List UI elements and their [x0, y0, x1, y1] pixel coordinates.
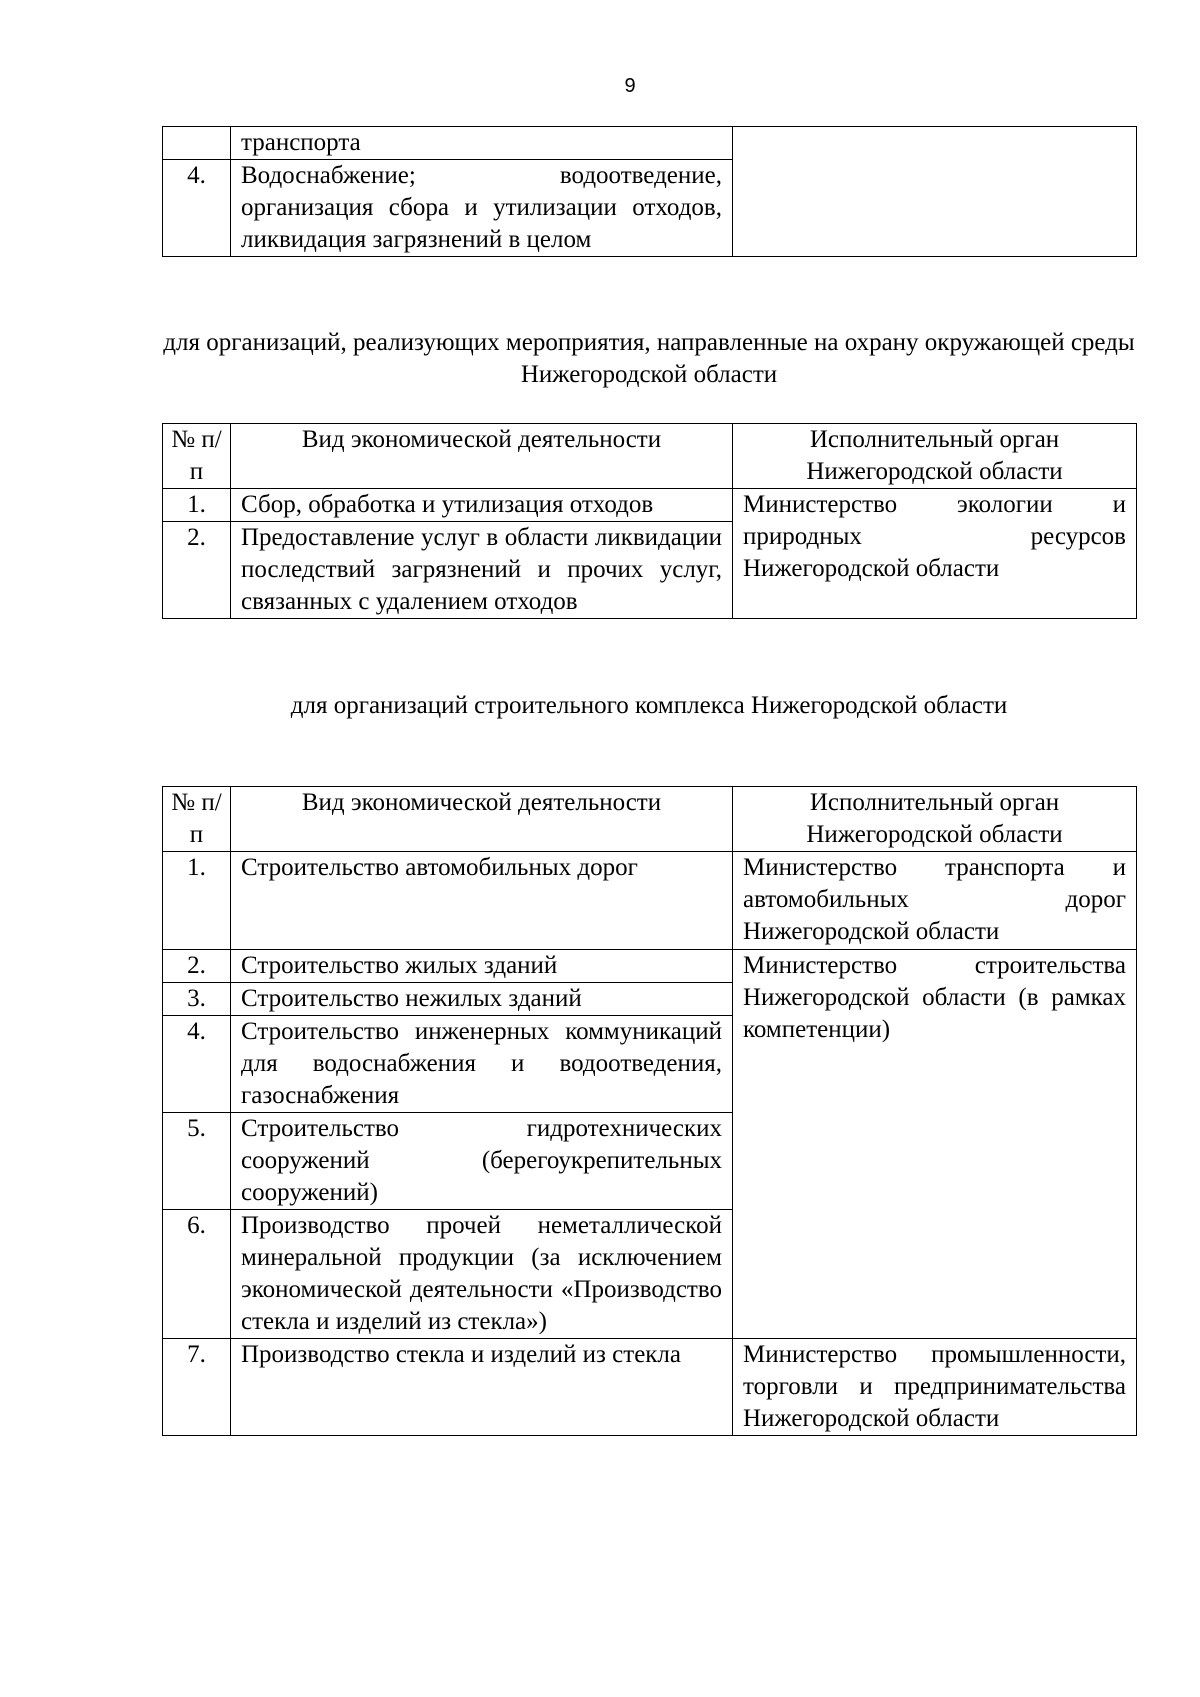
activity-cell: Производство стекла и изделий из стекла: [231, 1339, 733, 1436]
activity-cell: Производство прочей неметаллической минеральной продукции (за исключением экономической деятельности «Производство стекла и изделий из стекла»): [231, 1210, 733, 1339]
row-number: 4.: [163, 160, 231, 257]
row-number: 3.: [163, 983, 231, 1016]
row-number: 1.: [163, 489, 231, 522]
header-authority: Исполнительный орган Нижегородской области: [733, 787, 1137, 852]
activity-cell: Строительство гидротехнических сооружений (берегоукрепительных сооружений): [231, 1113, 733, 1210]
activity-cell: Водоснабжение; водоотведение, организация сбора и утилизации отходов, ликвидация загрязнений в целом: [231, 160, 733, 257]
row-number: 6.: [163, 1210, 231, 1339]
activity-cell: Строительство нежилых зданий: [231, 983, 733, 1016]
authority-cell: Министерство промышленности, торговли и предпринимательства Нижегородской области: [733, 1339, 1137, 1436]
row-number: [163, 127, 231, 160]
page-number: 9: [624, 75, 636, 97]
activity-cell: Строительство инженерных коммуникаций для водоснабжения и водоотведения, газоснабжения: [231, 1016, 733, 1113]
section-heading-ecology: для организаций, реализующих мероприятия, направленные на охрану окружающей среды Нижегородской области: [163, 329, 1135, 388]
table-row: [163, 489, 1137, 522]
table-row: [163, 127, 1137, 160]
authority-cell: Министерство строительства Нижегородской области (в рамках компетенции): [733, 950, 1137, 1339]
table-row: [163, 950, 1137, 983]
row-number: 7.: [163, 1339, 231, 1436]
table-row: [163, 1339, 1137, 1436]
header-authority: Исполнительный орган Нижегородской области: [733, 424, 1137, 489]
activity-cell: транспорта: [231, 127, 733, 160]
header-number: № п/п: [163, 787, 231, 852]
header-number: № п/п: [163, 424, 231, 489]
row-number: 1.: [163, 852, 231, 950]
header-activity: Вид экономической деятельности: [231, 424, 733, 489]
continuation-table: [162, 126, 1137, 257]
activity-cell: Предоставление услуг в области ликвидации последствий загрязнений и прочих услуг, связанных с удалением отходов: [231, 522, 733, 619]
ecology-table: [162, 423, 1137, 619]
row-number: 2.: [163, 950, 231, 983]
activity-cell: Строительство автомобильных дорог: [231, 852, 733, 950]
header-activity: Вид экономической деятельности: [231, 787, 733, 852]
row-number: 4.: [163, 1016, 231, 1113]
table-row: [163, 852, 1137, 950]
row-number: 5.: [163, 1113, 231, 1210]
row-number: 2.: [163, 522, 231, 619]
table-header-row: [163, 424, 1137, 489]
activity-cell: Сбор, обработка и утилизация отходов: [231, 489, 733, 522]
authority-cell: Министерство транспорта и автомобильных дорог Нижегородской области: [733, 852, 1137, 950]
table-header-row: [163, 787, 1137, 852]
authority-cell: [733, 127, 1137, 257]
construction-table: [162, 786, 1137, 1436]
authority-cell: Министерство экологии и природных ресурсов Нижегородской области: [733, 489, 1137, 619]
activity-cell: Строительство жилых зданий: [231, 950, 733, 983]
section-heading-construction: для организаций строительного комплекса Нижегородской области: [290, 692, 1008, 719]
